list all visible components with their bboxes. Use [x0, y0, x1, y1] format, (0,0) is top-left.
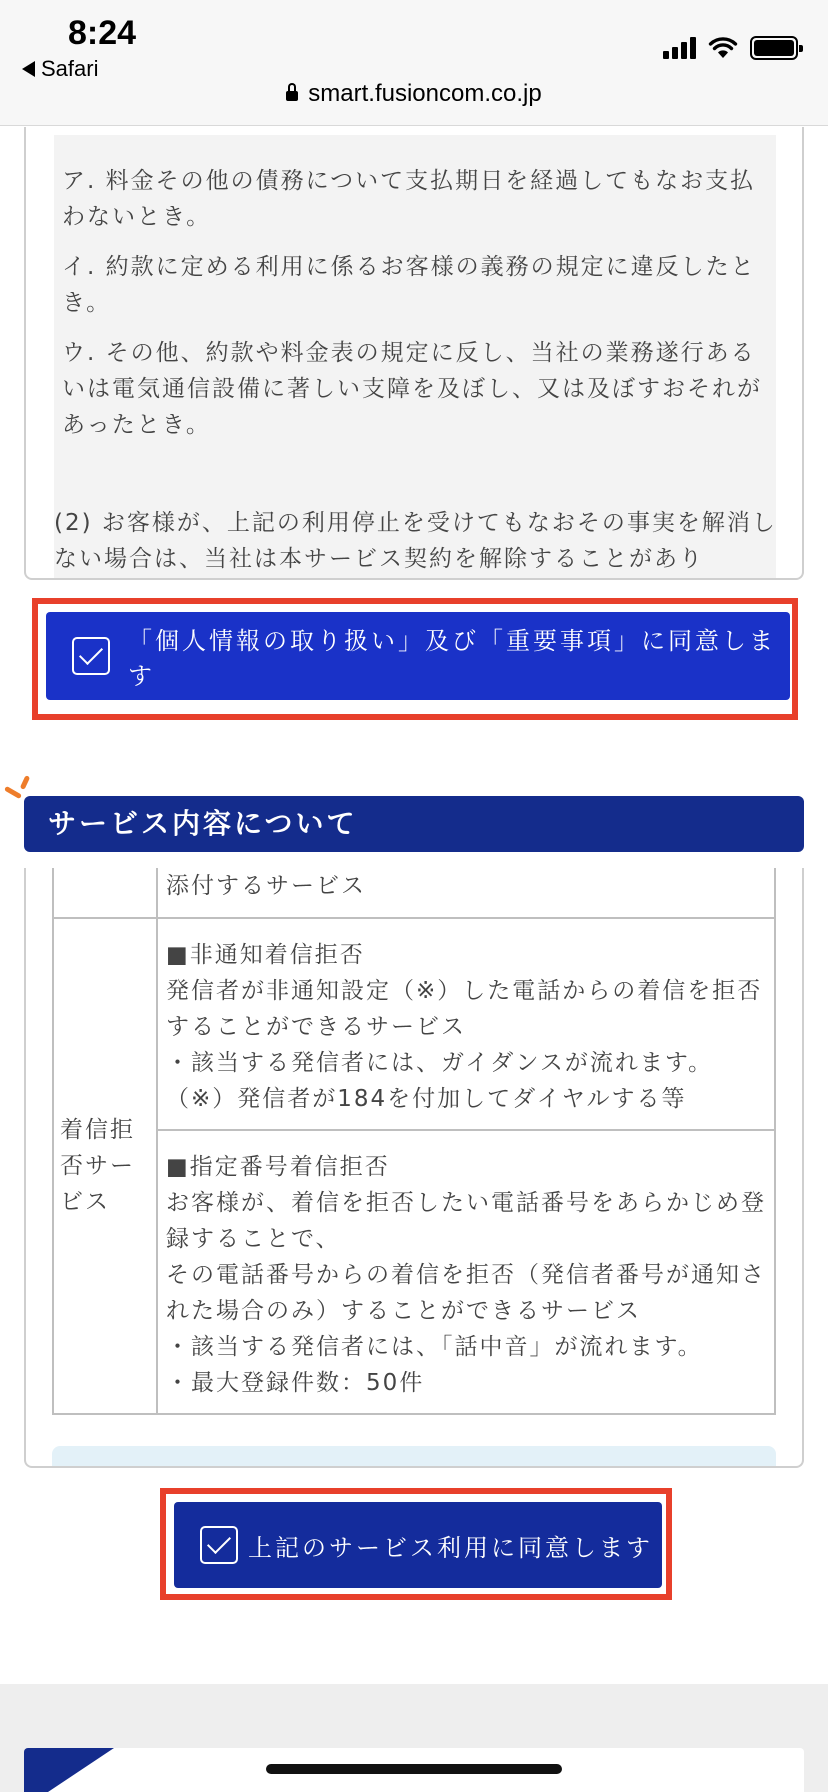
cell-text: ・最大登録件数：50件 — [166, 1370, 425, 1396]
cell-text: ・該当する発信者には、ガイダンスが流れます。 — [166, 1050, 714, 1076]
table-cell-empty — [53, 868, 157, 918]
home-indicator[interactable] — [266, 1764, 562, 1774]
back-arrow-icon — [22, 61, 35, 77]
cell-heading: ■非通知着信拒否 — [166, 942, 365, 968]
checkbox-checked-icon[interactable] — [200, 1526, 238, 1564]
service-scroll-box[interactable] — [24, 868, 804, 1468]
signal-icon — [663, 37, 696, 59]
lock-icon — [286, 91, 298, 101]
table-cell-desc — [157, 918, 775, 1130]
table-cell-desc — [157, 868, 775, 918]
agree-privacy-button[interactable] — [46, 612, 790, 700]
table-row — [53, 1130, 775, 1414]
note-box — [52, 1446, 776, 1468]
table-row — [53, 868, 775, 918]
status-icons — [663, 36, 798, 60]
section-title-service: サービス内容について — [24, 796, 804, 852]
table-cell-desc — [157, 1130, 775, 1414]
wifi-icon — [708, 37, 738, 59]
cell-text: （※）発信者が184を付加してダイヤルする等 — [166, 1086, 687, 1112]
status-time: 8:24 — [68, 14, 137, 52]
footer-corner-decoration — [24, 1748, 114, 1792]
back-label: Safari — [41, 56, 99, 81]
terms-paragraph: (2) お客様が、上記の利用停止を受けてもなおその事実を解消しない場合は、当社は本サービス契約を解除することがあり — [54, 510, 777, 572]
checkbox-checked-icon[interactable] — [72, 637, 110, 675]
address-bar[interactable] — [0, 80, 828, 108]
agree-privacy-label: 「個人情報の取り扱い」及び「重要事項」に同意します — [128, 627, 776, 690]
url-text: smart.fusioncom.co.jp — [308, 80, 542, 107]
cell-text: お客様が、着信を拒否したい電話番号をあらかじめ登録することで、 — [166, 1190, 766, 1252]
cell-text: 発信者が非通知設定（※）した電話からの着信を拒否することができるサービス — [166, 978, 763, 1040]
row-label-call-block: 着信拒否サービス — [53, 918, 157, 1414]
back-to-safari-link[interactable] — [22, 56, 98, 82]
service-table — [52, 868, 776, 1415]
terms-item: イ. 約款に定める利用に係るお客様の義務の規定に違反したとき。 — [62, 254, 756, 316]
cell-text: ・該当する発信者には、「話中音」が流れます。 — [166, 1334, 703, 1360]
agree-service-label: 上記のサービス利用に同意します — [248, 1533, 653, 1562]
terms-item: ウ. その他、約款や料金表の規定に反し、当社の業務遂行あるいは電気通信設備に著しい支障を及ぼし、又は及ぼすおそれがあったとき。 — [62, 340, 762, 438]
cell-text: 添付するサービス — [166, 873, 366, 899]
status-bar — [0, 0, 828, 126]
battery-icon — [750, 36, 798, 60]
cell-text: その電話番号からの着信を拒否（発信者番号が通知された場合のみ）することができるサービス — [166, 1262, 766, 1324]
terms-item: ア. 料金その他の債務について支払期日を経過してもなお支払わないとき。 — [62, 168, 756, 230]
table-row — [53, 918, 775, 1130]
terms-scroll-box[interactable] — [24, 127, 804, 580]
agree-service-button[interactable] — [174, 1502, 662, 1588]
cell-heading: ■指定番号着信拒否 — [166, 1154, 390, 1180]
